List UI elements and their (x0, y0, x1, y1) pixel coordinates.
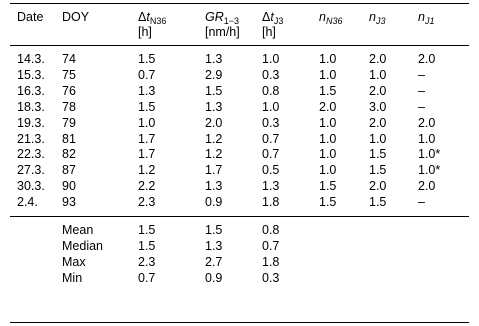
table-cell-dt-n36: 1.2 (138, 163, 156, 178)
table-cell-dt-n36: 1.7 (138, 131, 156, 146)
table-cell-dt-j3: 1.0 (262, 99, 280, 114)
table-cell-n-n36: 1.5 (319, 83, 337, 98)
table-cell-gr: 1.3 (205, 179, 223, 194)
table-cell-dt-n36: 1.5 (138, 99, 156, 114)
stat-dt-n36: 2.3 (138, 255, 156, 269)
table-cell-n-j3: 2.0 (369, 115, 387, 130)
stat-label: Min (62, 271, 83, 285)
table-cell-dt-j3: 1.0 (262, 52, 280, 66)
unit-gr: [nm/h] (205, 25, 240, 39)
table-cell-doy: 93 (62, 195, 76, 210)
table-cell-n-j3: 2.0 (369, 83, 387, 98)
table-cell-gr: 2.9 (205, 67, 223, 82)
table-cell-n-j1: 1.0 (418, 131, 436, 146)
table-cell-n-j3: 3.0 (369, 99, 387, 114)
table-cell-n-j3: 1.0 (369, 67, 387, 82)
table-cell-n-j1: – (418, 99, 425, 114)
table-cell-doy: 87 (62, 163, 76, 178)
stat-dt-j3: 0.8 (262, 223, 280, 237)
table-cell-dt-j3: 0.7 (262, 131, 280, 146)
stats-rule (10, 216, 469, 217)
stat-dt-j3: 0.3 (262, 271, 280, 285)
table-cell-gr: 0.9 (205, 195, 223, 210)
table-cell-n-j1: 2.0 (418, 115, 436, 130)
header-rule (10, 45, 469, 46)
table-cell-n-j1: – (418, 195, 425, 210)
table-cell-doy: 78 (62, 99, 76, 114)
table-cell-date: 30.3. (17, 179, 45, 194)
table-cell-n-j3: 2.0 (369, 179, 387, 194)
table-cell-doy: 76 (62, 83, 76, 98)
table-cell-dt-n36: 1.3 (138, 83, 156, 98)
stat-gr: 2.7 (205, 255, 223, 269)
table-cell-n-j1: – (418, 83, 425, 98)
header-dt-n36: $\Delta t_{N36}$ (138, 10, 167, 26)
table-cell-n-j1: – (418, 67, 425, 82)
stat-label: Max (62, 255, 86, 269)
table-cell-dt-j3: 1.3 (262, 179, 280, 194)
stat-label: Mean (62, 223, 94, 237)
table-cell-doy: 81 (62, 131, 76, 146)
table-cell-doy: 75 (62, 67, 76, 82)
table-cell-n-n36: 1.0 (319, 67, 337, 82)
table-cell-n-j1: 1.0* (418, 163, 441, 178)
table-cell-dt-j3: 0.8 (262, 83, 280, 98)
stat-dt-n36: 1.5 (138, 223, 156, 237)
table-cell-dt-n36: 0.7 (138, 67, 156, 82)
stat-label: Median (62, 239, 103, 253)
table-cell-gr: 1.2 (205, 131, 223, 146)
table-cell-date: 14.3. (17, 52, 45, 66)
table-cell-doy: 90 (62, 179, 76, 194)
table-cell-n-n36: 1.5 (319, 179, 337, 194)
unit-dt-n36: [h] (138, 25, 152, 39)
table-cell-n-n36: 1.0 (319, 52, 337, 66)
table-cell-gr: 1.5 (205, 83, 223, 98)
header-n-j1: $n_{J1}$ (418, 10, 435, 26)
header-dt-j3: $\Delta t_{J3}$ (262, 10, 284, 26)
stat-dt-j3: 0.7 (262, 239, 280, 253)
table-cell-dt-j3: 0.3 (262, 115, 280, 130)
table-cell-dt-n36: 2.3 (138, 195, 156, 210)
table-cell-n-n36: 1.0 (319, 131, 337, 146)
table-cell-dt-n36: 1.7 (138, 147, 156, 162)
unit-dt-j3: [h] (262, 25, 276, 39)
table-cell-gr: 2.0 (205, 115, 223, 130)
table-cell-n-j3: 1.5 (369, 147, 387, 162)
table-cell-gr: 1.3 (205, 99, 223, 114)
header-date: Date (17, 10, 44, 24)
table-cell-dt-n36: 2.2 (138, 179, 156, 194)
header-n-n36: $n_{N36}$ (319, 10, 343, 26)
table-cell-dt-j3: 0.7 (262, 147, 280, 162)
stat-dt-j3: 1.8 (262, 255, 280, 269)
table-cell-n-n36: 1.5 (319, 195, 337, 210)
stat-dt-n36: 0.7 (138, 271, 156, 285)
table-cell-n-j1: 1.0* (418, 147, 441, 162)
table-cell-n-n36: 1.0 (319, 147, 337, 162)
table-cell-date: 21.3. (17, 131, 45, 146)
table-cell-date: 27.3. (17, 163, 45, 178)
table-cell-n-j1: 2.0 (418, 52, 436, 66)
table-cell-doy: 74 (62, 52, 76, 66)
bottom-rule (10, 322, 469, 323)
table-cell-date: 18.3. (17, 99, 45, 114)
header-n-j3: $n_{J3}$ (369, 10, 386, 26)
stat-gr: 1.5 (205, 223, 223, 237)
table-cell-date: 19.3. (17, 115, 45, 130)
table-cell-dt-n36: 1.0 (138, 115, 156, 130)
table-cell-gr: 1.2 (205, 147, 223, 162)
table-cell-dt-n36: 1.5 (138, 52, 156, 66)
header-gr: $GR_{1-3}$ (205, 10, 240, 26)
stat-gr: 1.3 (205, 239, 223, 253)
table-cell-n-n36: 2.0 (319, 99, 337, 114)
table-cell-n-j3: 1.5 (369, 195, 387, 210)
table-cell-date: 22.3. (17, 147, 45, 162)
table-cell-n-j3: 1.5 (369, 163, 387, 178)
header-doy: DOY (62, 10, 90, 24)
table-cell-n-j3: 2.0 (369, 52, 387, 66)
table-cell-n-j3: 1.0 (369, 131, 387, 146)
table-cell-doy: 82 (62, 147, 76, 162)
table-cell-dt-j3: 0.3 (262, 67, 280, 82)
stat-gr: 0.9 (205, 271, 223, 285)
table-cell-gr: 1.7 (205, 163, 223, 178)
table-cell-gr: 1.3 (205, 52, 223, 66)
table-cell-doy: 79 (62, 115, 76, 130)
stat-dt-n36: 1.5 (138, 239, 156, 253)
table-cell-n-j1: 2.0 (418, 179, 436, 194)
table-cell-date: 16.3. (17, 83, 45, 98)
table-cell-n-n36: 1.0 (319, 163, 337, 178)
table-cell-date: 2.4. (17, 195, 38, 210)
table-cell-dt-j3: 0.5 (262, 163, 280, 178)
table-cell-dt-j3: 1.8 (262, 195, 280, 210)
top-rule (10, 3, 469, 4)
table-cell-n-n36: 1.0 (319, 115, 337, 130)
table-cell-date: 15.3. (17, 67, 45, 82)
